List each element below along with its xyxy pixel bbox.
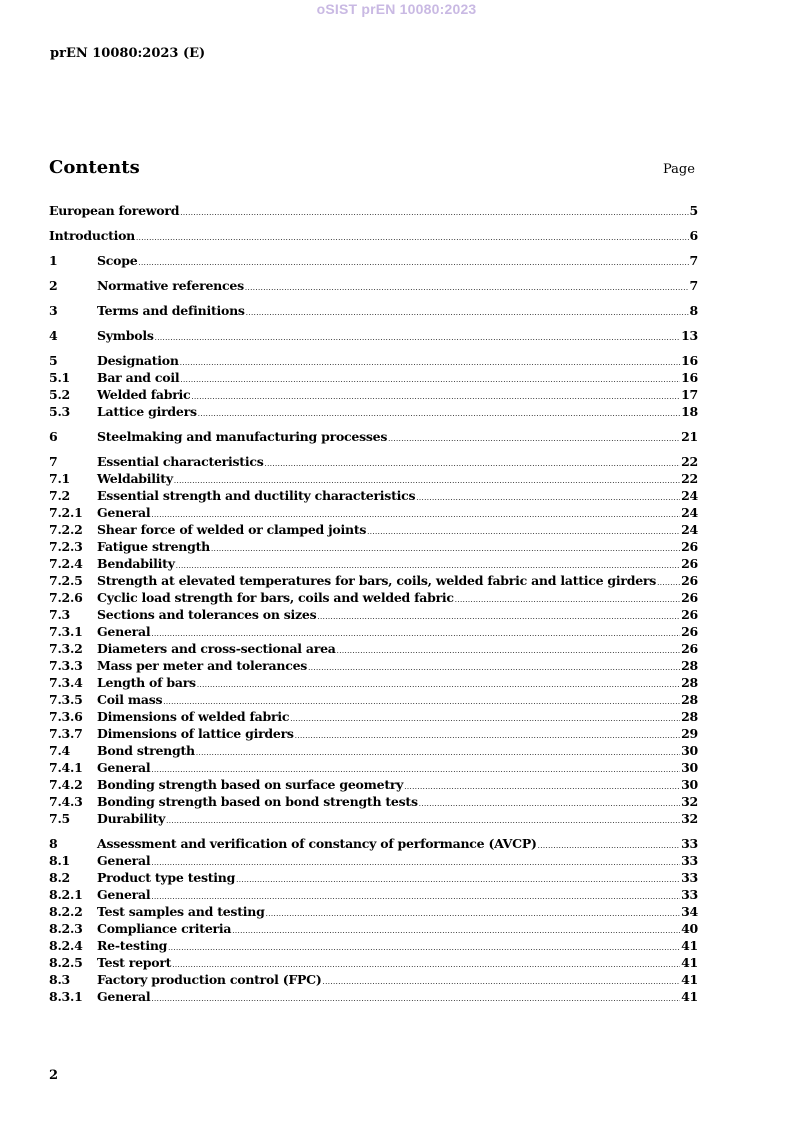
toc-dot-leader	[191, 389, 680, 406]
toc-entry-page: 8	[689, 303, 698, 318]
toc-entry-title: Normative references	[97, 278, 244, 293]
toc-dot-leader	[168, 940, 680, 957]
toc-entry-title: Designation	[97, 353, 179, 368]
toc-entry-number: 7	[49, 454, 58, 469]
toc-entry[interactable]	[49, 725, 698, 742]
toc-entry[interactable]	[49, 428, 698, 445]
toc-dot-leader	[180, 355, 680, 372]
toc-dot-leader	[180, 372, 680, 389]
toc-entry-number: 7.3.3	[49, 658, 83, 673]
toc-entry-number: 5.2	[49, 387, 70, 402]
toc-entry[interactable]	[49, 920, 698, 937]
toc-dot-leader	[538, 838, 680, 855]
toc-entry-title: Bonding strength based on surface geometry	[97, 777, 404, 792]
toc-entry-number: 7.1	[49, 471, 70, 486]
toc-entry-number: 8.3.1	[49, 989, 83, 1004]
contents-heading: Contents	[49, 157, 140, 178]
toc-entry-page: 24	[681, 522, 698, 537]
toc-entry-title: Introduction	[49, 228, 136, 243]
toc-entry-title: Mass per meter and tolerances	[97, 658, 308, 673]
toc-entry-number: 8.2.4	[49, 938, 83, 953]
toc-entry-number: 7.4.1	[49, 760, 83, 775]
toc-entry[interactable]	[49, 470, 698, 487]
toc-entry-title: Test report	[97, 955, 172, 970]
toc-entry-page: 28	[681, 692, 698, 707]
toc-entry-page: 26	[681, 624, 698, 639]
toc-entry-title: European foreword	[49, 203, 180, 218]
toc-entry[interactable]	[49, 886, 698, 903]
toc-dot-leader	[246, 305, 689, 322]
toc-entry[interactable]	[49, 640, 698, 657]
toc-entry-page: 32	[681, 811, 698, 826]
toc-dot-leader	[455, 592, 680, 609]
toc-entry-page: 33	[681, 836, 698, 851]
toc-entry-page: 17	[681, 387, 698, 402]
toc-entry-number: 7.2.1	[49, 505, 83, 520]
toc-entry[interactable]	[49, 252, 698, 269]
toc-entry-number: 8.2.1	[49, 887, 83, 902]
toc-entry-page: 41	[681, 972, 698, 987]
toc-dot-leader	[155, 330, 680, 347]
toc-dot-leader	[198, 406, 680, 423]
toc-entry-page: 30	[681, 777, 698, 792]
toc-entry-page: 7	[689, 278, 698, 293]
toc-dot-leader	[416, 490, 680, 507]
toc-entry-page: 26	[681, 556, 698, 571]
toc-entry-number: 6	[49, 429, 58, 444]
toc-dot-leader	[337, 643, 680, 660]
toc-dot-leader	[367, 524, 680, 541]
toc-entry[interactable]	[49, 691, 698, 708]
toc-dot-leader	[196, 745, 680, 762]
toc-entry-number: 8.2	[49, 870, 70, 885]
toc-entry-number: 7.4.2	[49, 777, 83, 792]
toc-entry-page: 28	[681, 709, 698, 724]
toc-entry-number: 8.2.5	[49, 955, 83, 970]
toc-dot-leader	[308, 660, 680, 677]
toc-entry[interactable]	[49, 504, 698, 521]
toc-entry-number: 7.3.4	[49, 675, 83, 690]
toc-entry-number: 7.5	[49, 811, 70, 826]
toc-dot-leader	[323, 974, 681, 991]
toc-entry[interactable]	[49, 793, 698, 810]
toc-entry-page: 26	[681, 539, 698, 554]
toc-entry-page: 30	[681, 743, 698, 758]
toc-entry[interactable]	[49, 657, 698, 674]
page-column-label: Page	[663, 162, 695, 177]
document-id-header: prEN 10080:2023 (E)	[50, 46, 206, 61]
toc-entry-title: Re-testing	[97, 938, 168, 953]
toc-entry[interactable]	[49, 954, 698, 971]
toc-entry-title: Factory production control (FPC)	[97, 972, 322, 987]
toc-entry[interactable]	[49, 852, 698, 869]
toc-entry[interactable]	[49, 403, 698, 420]
toc-entry-title: General	[97, 505, 151, 520]
toc-entry-page: 28	[681, 658, 698, 673]
toc-entry-number: 7.2.5	[49, 573, 83, 588]
toc-entry-number: 2	[49, 278, 58, 293]
toc-entry-page: 34	[681, 904, 698, 919]
toc-dot-leader	[266, 906, 681, 923]
toc-entry-page: 32	[681, 794, 698, 809]
toc-entry-title: Essential characteristics	[97, 454, 264, 469]
toc-entry[interactable]	[49, 227, 698, 244]
toc-entry[interactable]	[49, 869, 698, 886]
toc-entry-number: 7.2.2	[49, 522, 83, 537]
table-of-contents	[49, 202, 698, 1005]
toc-entry[interactable]	[49, 202, 698, 219]
toc-entry[interactable]	[49, 971, 698, 988]
toc-entry-title: Diameters and cross-sectional area	[97, 641, 336, 656]
toc-dot-leader	[264, 456, 680, 473]
footer-page-number: 2	[49, 1068, 59, 1083]
toc-entry-title: Lattice girders	[97, 404, 197, 419]
toc-entry-number: 1	[49, 253, 58, 268]
toc-entry-title: Fatigue strength	[97, 539, 210, 554]
toc-entry-page: 21	[681, 429, 698, 444]
toc-entry-title: General	[97, 760, 151, 775]
toc-dot-leader	[136, 230, 689, 247]
toc-entry[interactable]	[49, 708, 698, 725]
toc-entry-title: General	[97, 989, 151, 1004]
toc-entry-number: 3	[49, 303, 58, 318]
toc-entry-page: 16	[681, 370, 698, 385]
toc-entry[interactable]	[49, 937, 698, 954]
toc-entry[interactable]	[49, 572, 698, 589]
toc-entry-title: Strength at elevated temperatures for bars, coils, welded fabric and lattice girders	[97, 573, 657, 588]
toc-entry-title: Dimensions of welded fabric	[97, 709, 290, 724]
toc-entry-number: 7.3.7	[49, 726, 83, 741]
toc-entry-title: Shear force of welded or clamped joints	[97, 522, 367, 537]
toc-dot-leader	[166, 813, 680, 830]
toc-dot-leader	[388, 431, 680, 448]
toc-dot-leader	[232, 923, 680, 940]
toc-entry[interactable]	[49, 487, 698, 504]
toc-entry-title: Bond strength	[97, 743, 195, 758]
toc-entry[interactable]	[49, 352, 698, 369]
toc-dot-leader	[151, 991, 680, 1008]
toc-entry-number: 7.2.4	[49, 556, 83, 571]
toc-entry-title: General	[97, 853, 151, 868]
toc-entry[interactable]	[49, 369, 698, 386]
toc-entry-page: 18	[681, 404, 698, 419]
toc-entry-number: 7.4.3	[49, 794, 83, 809]
toc-entry-title: Symbols	[97, 328, 154, 343]
toc-entry-title: Bonding strength based on bond strength tests	[97, 794, 418, 809]
toc-dot-leader	[419, 796, 680, 813]
toc-dot-leader	[290, 711, 680, 728]
toc-entry-number: 7.3.6	[49, 709, 83, 724]
toc-entry[interactable]	[49, 606, 698, 623]
toc-entry-page: 26	[681, 641, 698, 656]
toc-entry-number: 8.1	[49, 853, 70, 868]
toc-entry-page: 28	[681, 675, 698, 690]
toc-entry[interactable]	[49, 674, 698, 691]
toc-entry-title: Sections and tolerances on sizes	[97, 607, 317, 622]
toc-entry[interactable]	[49, 302, 698, 319]
toc-entry-page: 16	[681, 353, 698, 368]
toc-entry-number: 7.3.1	[49, 624, 83, 639]
toc-entry-page: 26	[681, 573, 698, 588]
toc-entry-page: 30	[681, 760, 698, 775]
toc-entry-title: General	[97, 624, 151, 639]
toc-entry-page: 41	[681, 955, 698, 970]
toc-entry-title: Bendability	[97, 556, 175, 571]
toc-entry-title: General	[97, 887, 151, 902]
toc-entry-title: Bar and coil	[97, 370, 180, 385]
toc-entry-page: 5	[689, 203, 698, 218]
toc-entry[interactable]	[49, 453, 698, 470]
toc-entry-page: 24	[681, 488, 698, 503]
toc-dot-leader	[245, 280, 689, 297]
toc-entry-title: Steelmaking and manufacturing processes	[97, 429, 388, 444]
toc-entry-page: 22	[681, 471, 698, 486]
toc-entry[interactable]	[49, 327, 698, 344]
toc-entry-title: Product type testing	[97, 870, 236, 885]
toc-entry-title: Dimensions of lattice girders	[97, 726, 294, 741]
toc-entry[interactable]	[49, 835, 698, 852]
toc-entry[interactable]	[49, 555, 698, 572]
toc-entry-page: 33	[681, 887, 698, 902]
toc-entry[interactable]	[49, 742, 698, 759]
toc-entry-number: 8	[49, 836, 58, 851]
toc-entry-title: Terms and definitions	[97, 303, 245, 318]
toc-dot-leader	[138, 255, 688, 272]
toc-entry-page: 6	[689, 228, 698, 243]
toc-entry-page: 29	[681, 726, 698, 741]
toc-entry-page: 33	[681, 870, 698, 885]
toc-entry[interactable]	[49, 521, 698, 538]
toc-entry-page: 41	[681, 989, 698, 1004]
toc-entry-page: 41	[681, 938, 698, 953]
watermark: oSIST prEN 10080:2023	[316, 1, 477, 17]
toc-entry-number: 8.3	[49, 972, 70, 987]
toc-entry-page: 22	[681, 454, 698, 469]
toc-entry-number: 7.4	[49, 743, 70, 758]
toc-entry-number: 7.3.2	[49, 641, 83, 656]
toc-entry-page: 33	[681, 853, 698, 868]
toc-entry-number: 5.1	[49, 370, 70, 385]
toc-entry-title: Weldability	[97, 471, 173, 486]
toc-entry-number: 8.2.2	[49, 904, 83, 919]
toc-entry-number: 7.2.6	[49, 590, 83, 605]
toc-entry[interactable]	[49, 589, 698, 606]
toc-entry[interactable]	[49, 538, 698, 555]
toc-dot-leader	[404, 779, 680, 796]
toc-entry-title: Scope	[97, 253, 138, 268]
toc-entry-title: Coil mass	[97, 692, 163, 707]
toc-entry-number: 5	[49, 353, 58, 368]
toc-entry-title: Length of bars	[97, 675, 196, 690]
toc-entry-title: Essential strength and ductility characteristics	[97, 488, 416, 503]
toc-entry-page: 13	[681, 328, 698, 343]
toc-entry-title: Cyclic load strength for bars, coils and welded fabric	[97, 590, 454, 605]
toc-entry-page: 24	[681, 505, 698, 520]
toc-dot-leader	[180, 205, 688, 222]
toc-entry-number: 4	[49, 328, 58, 343]
toc-entry-page: 26	[681, 607, 698, 622]
toc-dot-leader	[317, 609, 680, 626]
toc-entry[interactable]	[49, 759, 698, 776]
toc-entry-number: 8.2.3	[49, 921, 83, 936]
toc-entry[interactable]	[49, 776, 698, 793]
toc-entry[interactable]	[49, 903, 698, 920]
toc-entry[interactable]	[49, 277, 698, 294]
toc-entry-title: Test samples and testing	[97, 904, 265, 919]
toc-entry-title: Durability	[97, 811, 166, 826]
toc-entry[interactable]	[49, 810, 698, 827]
toc-entry-number: 7.3	[49, 607, 70, 622]
toc-entry-title: Welded fabric	[97, 387, 191, 402]
toc-entry[interactable]	[49, 386, 698, 403]
toc-entry-title: Assessment and verification of constancy of performance (AVCP)	[97, 836, 537, 851]
toc-entry-title: Compliance criteria	[97, 921, 232, 936]
toc-dot-leader	[657, 575, 680, 592]
toc-entry-page: 26	[681, 590, 698, 605]
toc-entry[interactable]	[49, 988, 698, 1005]
toc-entry-number: 5.3	[49, 404, 70, 419]
toc-entry-number: 7.2.3	[49, 539, 83, 554]
toc-entry-number: 7.2	[49, 488, 70, 503]
toc-entry-number: 7.3.5	[49, 692, 83, 707]
toc-entry[interactable]	[49, 623, 698, 640]
toc-entry-page: 40	[681, 921, 698, 936]
toc-dot-leader	[295, 728, 680, 745]
toc-dot-leader	[197, 677, 680, 694]
toc-entry-page: 7	[689, 253, 698, 268]
toc-dot-leader	[211, 541, 680, 558]
toc-dot-leader	[236, 872, 680, 889]
